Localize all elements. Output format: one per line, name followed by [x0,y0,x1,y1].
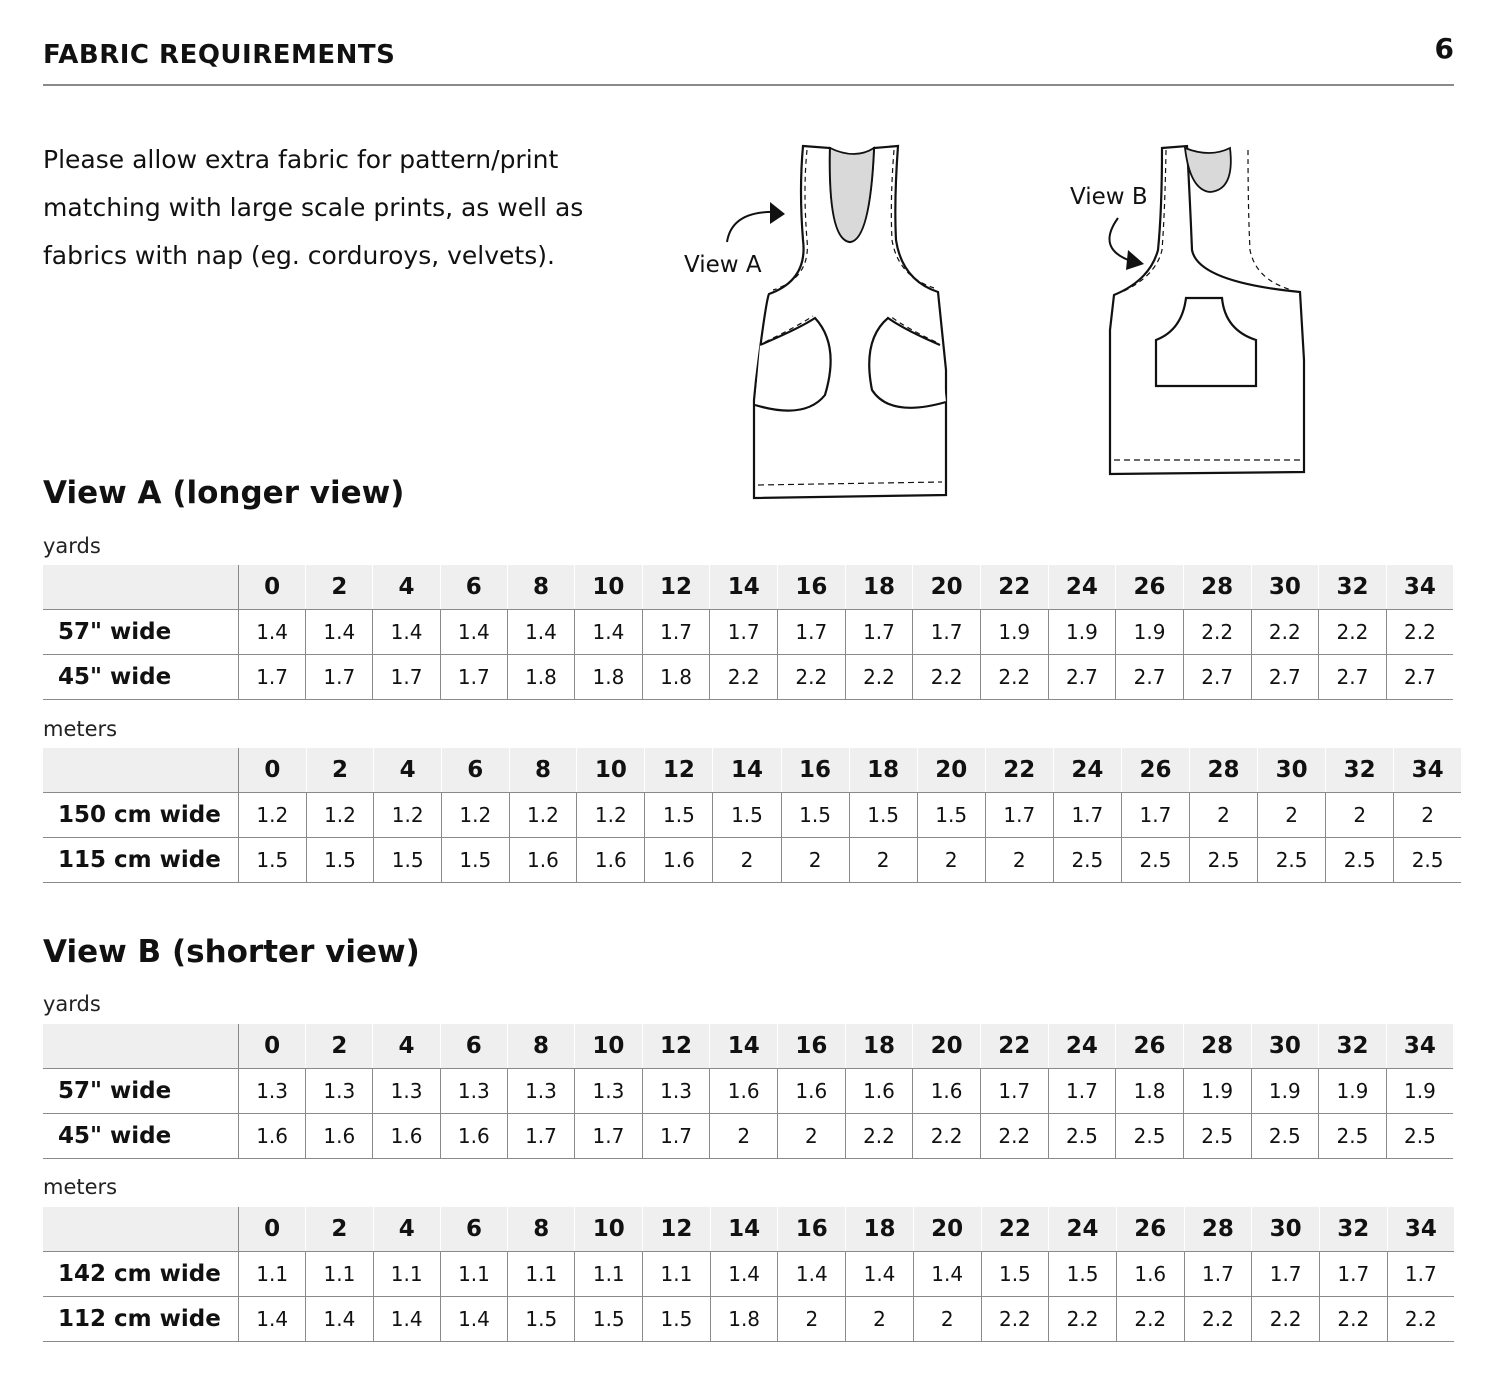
yardage-cell: 1.3 [440,1069,507,1114]
size-header: 8 [508,1207,575,1252]
yardage-cell: 2.2 [980,655,1048,700]
size-header: 28 [1184,1207,1252,1252]
yardage-cell: 1.1 [643,1252,711,1297]
yardage-cell: 1.6 [645,838,713,883]
size-header: 24 [1048,1024,1116,1069]
size-header: 18 [849,748,917,793]
view-b-yards-label: yards [43,992,101,1016]
yardage-cell: 1.6 [710,1069,778,1114]
yardage-cell: 2 [1189,793,1257,838]
table-row [43,838,1461,883]
size-header: 4 [373,1207,440,1252]
size-header: 0 [239,565,306,610]
size-header: 6 [440,1024,507,1069]
yardage-cell: 1.3 [239,1069,306,1114]
yardage-cell: 1.7 [642,1114,710,1159]
yardage-cell: 1.6 [509,838,577,883]
yardage-cell: 1.9 [1048,610,1116,655]
yardage-cell: 1.5 [645,793,713,838]
yardage-cell: 2.5 [1258,838,1326,883]
view-b-heading: View B (shorter view) [43,934,420,970]
yardage-cell: 1.8 [710,1297,778,1342]
size-header: 6 [441,748,509,793]
yardage-cell: 2.2 [1183,610,1251,655]
size-header: 24 [1053,748,1121,793]
header-row [43,748,1461,793]
yardage-cell: 1.7 [1387,1252,1454,1297]
yardage-cell: 2.7 [1048,655,1116,700]
table-row [43,793,1461,838]
yardage-cell: 2.7 [1251,655,1319,700]
yardage-cell: 1.4 [239,610,306,655]
yardage-cell: 1.4 [373,610,440,655]
yardage-cell: 1.2 [441,793,509,838]
yardage-cell: 2 [781,838,849,883]
view-b-yards-table [43,1024,1453,1159]
yardage-cell: 2.2 [845,655,913,700]
size-header: 22 [985,748,1053,793]
size-header: 34 [1386,1024,1453,1069]
size-header: 20 [917,748,985,793]
yardage-cell: 2.7 [1386,655,1453,700]
size-header: 30 [1251,565,1319,610]
yardage-cell: 1.6 [440,1114,507,1159]
yardage-cell: 2.2 [845,1114,913,1159]
view-a-drawing [727,146,946,498]
table-row [43,610,1453,655]
page-title: FABRIC REQUIREMENTS [43,40,396,70]
fabric-width-label: 45" wide [43,1114,239,1159]
size-header: 28 [1183,1024,1251,1069]
size-header: 30 [1252,1207,1320,1252]
yardage-cell: 1.4 [306,610,373,655]
size-header: 14 [710,565,778,610]
yardage-cell: 2.5 [1386,1114,1453,1159]
size-header: 32 [1326,748,1394,793]
yardage-cell: 2.2 [1049,1297,1117,1342]
yardage-cell: 2.7 [1183,655,1251,700]
yardage-cell: 2 [917,838,985,883]
view-a-meters-label: meters [43,717,118,741]
yardage-cell: 1.5 [374,838,442,883]
yardage-cell: 1.7 [507,1114,574,1159]
size-header: 16 [778,1207,846,1252]
yardage-cell: 1.1 [373,1252,440,1297]
yardage-cell: 2.2 [980,1114,1048,1159]
yardage-cell: 2 [713,838,781,883]
yardage-cell: 1.5 [643,1297,711,1342]
yardage-cell: 1.4 [440,1297,507,1342]
fabric-width-label: 45" wide [43,655,239,700]
yardage-cell: 1.8 [1116,1069,1184,1114]
size-header: 14 [710,1024,778,1069]
yardage-cell: 2.2 [1116,1297,1184,1342]
yardage-cell: 2.5 [1183,1114,1251,1159]
yardage-cell: 2.5 [1189,838,1257,883]
view-a-meters-table [43,748,1461,883]
yardage-cell: 2 [1394,793,1461,838]
size-header: 10 [575,565,643,610]
yardage-cell: 2.5 [1319,1114,1387,1159]
yardage-cell: 1.9 [1183,1069,1251,1114]
size-header: 26 [1116,1207,1184,1252]
yardage-cell: 2 [710,1114,778,1159]
yardage-cell: 2.5 [1116,1114,1184,1159]
yardage-cell: 1.7 [913,610,981,655]
yardage-cell: 1.5 [1049,1252,1117,1297]
yardage-cell: 1.7 [1121,793,1189,838]
yardage-cell: 1.7 [710,610,778,655]
size-header: 14 [713,748,781,793]
size-header: 4 [374,748,442,793]
yardage-cell: 2.2 [913,655,981,700]
page-number: 6 [1434,32,1454,65]
yardage-cell: 1.7 [373,655,440,700]
yardage-cell: 2.2 [778,655,846,700]
size-header: 16 [778,1024,846,1069]
yardage-cell: 2.7 [1116,655,1184,700]
yardage-cell: 2.7 [1319,655,1387,700]
yardage-cell: 2.2 [1251,610,1319,655]
yardage-cell: 2 [1258,793,1326,838]
table-row [43,1069,1453,1114]
table-row [43,1114,1453,1159]
yardage-cell: 1.1 [575,1252,643,1297]
yardage-cell: 1.4 [846,1252,914,1297]
fabric-width-label: 57" wide [43,1069,239,1114]
header-row [43,565,1453,610]
yardage-cell: 2.2 [1386,610,1453,655]
yardage-cell: 2.2 [1319,1297,1387,1342]
size-header: 2 [306,748,374,793]
table-row [43,1297,1454,1342]
size-header: 32 [1319,1207,1387,1252]
fabric-width-label: 112 cm wide [43,1297,239,1342]
yardage-cell: 1.1 [239,1252,306,1297]
size-header: 20 [913,1024,981,1069]
size-header: 22 [980,565,1048,610]
size-header: 18 [845,565,913,610]
yardage-cell: 1.6 [913,1069,981,1114]
table-row [43,655,1453,700]
size-header: 10 [577,748,645,793]
yardage-cell: 1.7 [1048,1069,1116,1114]
size-header: 14 [710,1207,778,1252]
fabric-width-label: 57" wide [43,610,239,655]
yardage-cell: 1.7 [778,610,846,655]
yardage-cell: 1.3 [306,1069,373,1114]
yardage-cell: 1.6 [845,1069,913,1114]
yardage-cell: 1.3 [575,1069,643,1114]
yardage-cell: 1.4 [306,1297,373,1342]
size-header: 8 [507,1024,574,1069]
yardage-cell: 1.8 [575,655,643,700]
header-row [43,1207,1454,1252]
yardage-cell: 1.5 [849,793,917,838]
yardage-cell: 1.7 [239,655,306,700]
size-header: 8 [509,748,577,793]
size-header: 26 [1116,1024,1184,1069]
size-header: 22 [981,1207,1049,1252]
yardage-cell: 1.5 [981,1252,1049,1297]
yardage-cell: 1.5 [917,793,985,838]
yardage-cell: 2 [778,1114,846,1159]
corner-cell [43,565,239,610]
size-header: 2 [306,565,373,610]
yardage-cell: 1.4 [575,610,643,655]
yardage-cell: 1.9 [1251,1069,1319,1114]
yardage-cell: 1.7 [642,610,710,655]
yardage-cell: 2 [778,1297,846,1342]
yardage-cell: 2.5 [1394,838,1461,883]
yardage-cell: 1.2 [239,793,307,838]
yardage-cell: 1.4 [440,610,507,655]
yardage-cell: 1.7 [980,1069,1048,1114]
size-header: 32 [1319,565,1387,610]
yardage-cell: 1.4 [778,1252,846,1297]
yardage-cell: 1.6 [306,1114,373,1159]
yardage-cell: 2.2 [981,1297,1049,1342]
size-header: 30 [1251,1024,1319,1069]
yardage-cell: 1.7 [575,1114,643,1159]
yardage-cell: 2.2 [1387,1297,1454,1342]
fabric-width-label: 150 cm wide [43,793,239,838]
corner-cell [43,748,239,793]
yardage-cell: 1.7 [1053,793,1121,838]
yardage-cell: 2 [849,838,917,883]
view-b-meters-table [43,1207,1454,1342]
yardage-cell: 1.6 [239,1114,306,1159]
yardage-cell: 2.2 [710,655,778,700]
size-header: 34 [1394,748,1461,793]
yardage-cell: 1.3 [373,1069,440,1114]
yardage-cell: 1.7 [306,655,373,700]
size-header: 24 [1048,565,1116,610]
yardage-cell: 1.5 [441,838,509,883]
yardage-cell: 1.7 [1184,1252,1252,1297]
yardage-cell: 1.5 [508,1297,575,1342]
garment-illustration [670,130,1330,510]
size-header: 12 [642,565,710,610]
yardage-cell: 2 [1326,793,1394,838]
size-header: 30 [1258,748,1326,793]
size-header: 6 [440,1207,507,1252]
size-header: 12 [643,1207,711,1252]
yardage-cell: 1.9 [1386,1069,1453,1114]
size-header: 2 [306,1207,373,1252]
table-row [43,1252,1454,1297]
yardage-cell: 1.8 [507,655,574,700]
yardage-cell: 2 [985,838,1053,883]
intro-text: Please allow extra fabric for pattern/print matching with large scale prints, as well as fabrics with nap (eg. corduroys, velvets). [43,145,584,270]
yardage-cell: 2.2 [1252,1297,1320,1342]
size-header: 0 [239,748,307,793]
view-a-yards-table [43,565,1453,700]
yardage-cell: 2.5 [1326,838,1394,883]
yardage-cell: 1.4 [239,1297,306,1342]
yardage-cell: 1.7 [1252,1252,1320,1297]
header-divider [43,84,1454,86]
size-header: 18 [846,1207,914,1252]
fabric-width-label: 142 cm wide [43,1252,239,1297]
size-header: 24 [1049,1207,1117,1252]
yardage-cell: 1.2 [374,793,442,838]
yardage-cell: 1.2 [577,793,645,838]
yardage-cell: 1.4 [913,1252,981,1297]
corner-cell [43,1207,239,1252]
yardage-cell: 2.5 [1053,838,1121,883]
size-header: 34 [1386,565,1453,610]
yardage-cell: 1.5 [239,838,307,883]
size-header: 34 [1387,1207,1454,1252]
view-a-heading: View A (longer view) [43,475,405,511]
size-header: 10 [575,1024,643,1069]
yardage-cell: 1.1 [508,1252,575,1297]
size-header: 16 [781,748,849,793]
yardage-cell: 1.3 [642,1069,710,1114]
yardage-cell: 1.5 [781,793,849,838]
size-header: 4 [373,1024,440,1069]
yardage-cell: 1.8 [642,655,710,700]
size-header: 8 [507,565,574,610]
yardage-cell: 1.7 [845,610,913,655]
yardage-cell: 1.2 [306,793,374,838]
yardage-cell: 1.6 [1116,1252,1184,1297]
corner-cell [43,1024,239,1069]
size-header: 20 [913,1207,981,1252]
yardage-cell: 2.2 [913,1114,981,1159]
size-header: 32 [1319,1024,1387,1069]
yardage-cell: 1.6 [373,1114,440,1159]
yardage-cell: 1.1 [440,1252,507,1297]
view-a-yards-label: yards [43,534,101,558]
yardage-cell: 1.4 [507,610,574,655]
size-header: 12 [642,1024,710,1069]
size-header: 4 [373,565,440,610]
yardage-cell: 1.4 [710,1252,778,1297]
size-header: 18 [845,1024,913,1069]
yardage-cell: 1.5 [713,793,781,838]
yardage-cell: 1.7 [985,793,1053,838]
size-header: 2 [306,1024,373,1069]
yardage-cell: 1.5 [306,838,374,883]
yardage-cell: 1.6 [577,838,645,883]
size-header: 22 [980,1024,1048,1069]
yardage-cell: 2 [913,1297,981,1342]
yardage-cell: 1.9 [980,610,1048,655]
header-row [43,1024,1453,1069]
size-header: 28 [1183,565,1251,610]
size-header: 28 [1189,748,1257,793]
size-header: 6 [440,565,507,610]
yardage-cell: 1.9 [1116,610,1184,655]
size-header: 16 [778,565,846,610]
yardage-cell: 2.5 [1251,1114,1319,1159]
size-header: 10 [575,1207,643,1252]
yardage-cell: 1.5 [575,1297,643,1342]
yardage-cell: 1.7 [1319,1252,1387,1297]
size-header: 26 [1121,748,1189,793]
yardage-cell: 1.3 [507,1069,574,1114]
yardage-cell: 1.9 [1319,1069,1387,1114]
yardage-cell: 2.2 [1184,1297,1252,1342]
size-header: 0 [239,1024,306,1069]
yardage-cell: 1.6 [778,1069,846,1114]
size-header: 0 [239,1207,306,1252]
view-b-label: View B [1070,184,1148,210]
size-header: 12 [645,748,713,793]
yardage-cell: 1.2 [509,793,577,838]
yardage-cell: 2.5 [1048,1114,1116,1159]
fabric-width-label: 115 cm wide [43,838,239,883]
view-a-label: View A [684,252,762,278]
size-header: 20 [913,565,981,610]
size-header: 26 [1116,565,1184,610]
yardage-cell: 1.7 [440,655,507,700]
yardage-cell: 2.2 [1319,610,1387,655]
yardage-cell: 2 [846,1297,914,1342]
yardage-cell: 1.1 [306,1252,373,1297]
yardage-cell: 1.4 [373,1297,440,1342]
yardage-cell: 2.5 [1121,838,1189,883]
view-b-meters-label: meters [43,1175,118,1199]
